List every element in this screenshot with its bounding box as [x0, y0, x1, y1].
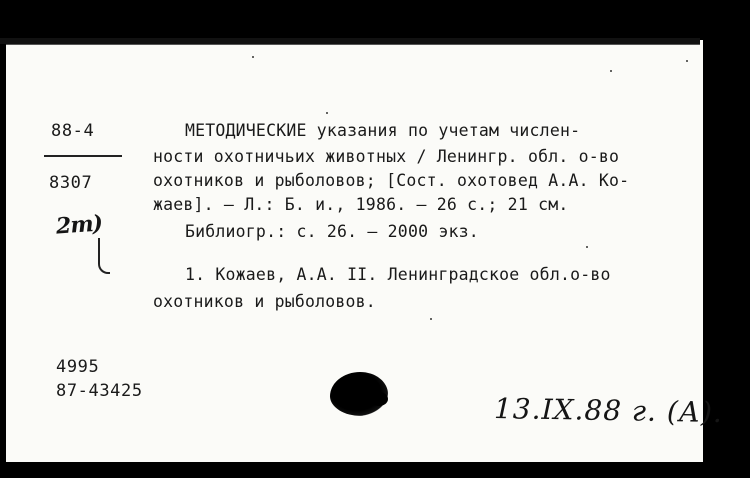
tracings-line-2: охотников и рыболовов.: [153, 292, 376, 311]
scan-speck: [686, 60, 688, 62]
ink-blot-drip: [370, 392, 388, 406]
card-top-edge: [0, 38, 700, 45]
class-divider-line: [44, 155, 122, 157]
class-number: 88-4: [51, 121, 95, 141]
handwritten-date: 13.IX.88 г. (А).: [493, 392, 724, 429]
handwritten-stroke: [98, 238, 110, 274]
scan-speck: [586, 246, 588, 248]
handwritten-note: 2т): [55, 210, 103, 240]
tracings-line-1: 1. Кожаев, А.А. II. Ленинградское обл.о-во: [185, 265, 611, 284]
description-line-1: МЕТОДИЧЕСКИЕ указания по учетам числен-: [185, 121, 581, 140]
registration-number: 87-43425: [56, 381, 143, 401]
scan-speck: [430, 318, 432, 320]
scan-speck: [326, 112, 328, 114]
scan-bottom-border: [0, 462, 750, 478]
description-line-3: охотников и рыболовов; [Сост. охотовед А.А. Ко-: [153, 171, 630, 190]
bibliography-note: Библиогр.: с. 26. – 2000 экз.: [185, 222, 479, 241]
inventory-number: 4995: [56, 357, 100, 377]
scan-speck: [252, 56, 254, 58]
scan-left-border: [0, 44, 6, 478]
description-line-2: ности охотничьих животных / Ленингр. обл. о-во: [153, 147, 620, 166]
card-number: 8307: [49, 173, 93, 193]
scan-speck: [610, 70, 612, 72]
description-line-4: жаев]. – Л.: Б. и., 1986. – 26 с.; 21 см.: [153, 195, 569, 214]
scan-top-border: [0, 0, 750, 40]
